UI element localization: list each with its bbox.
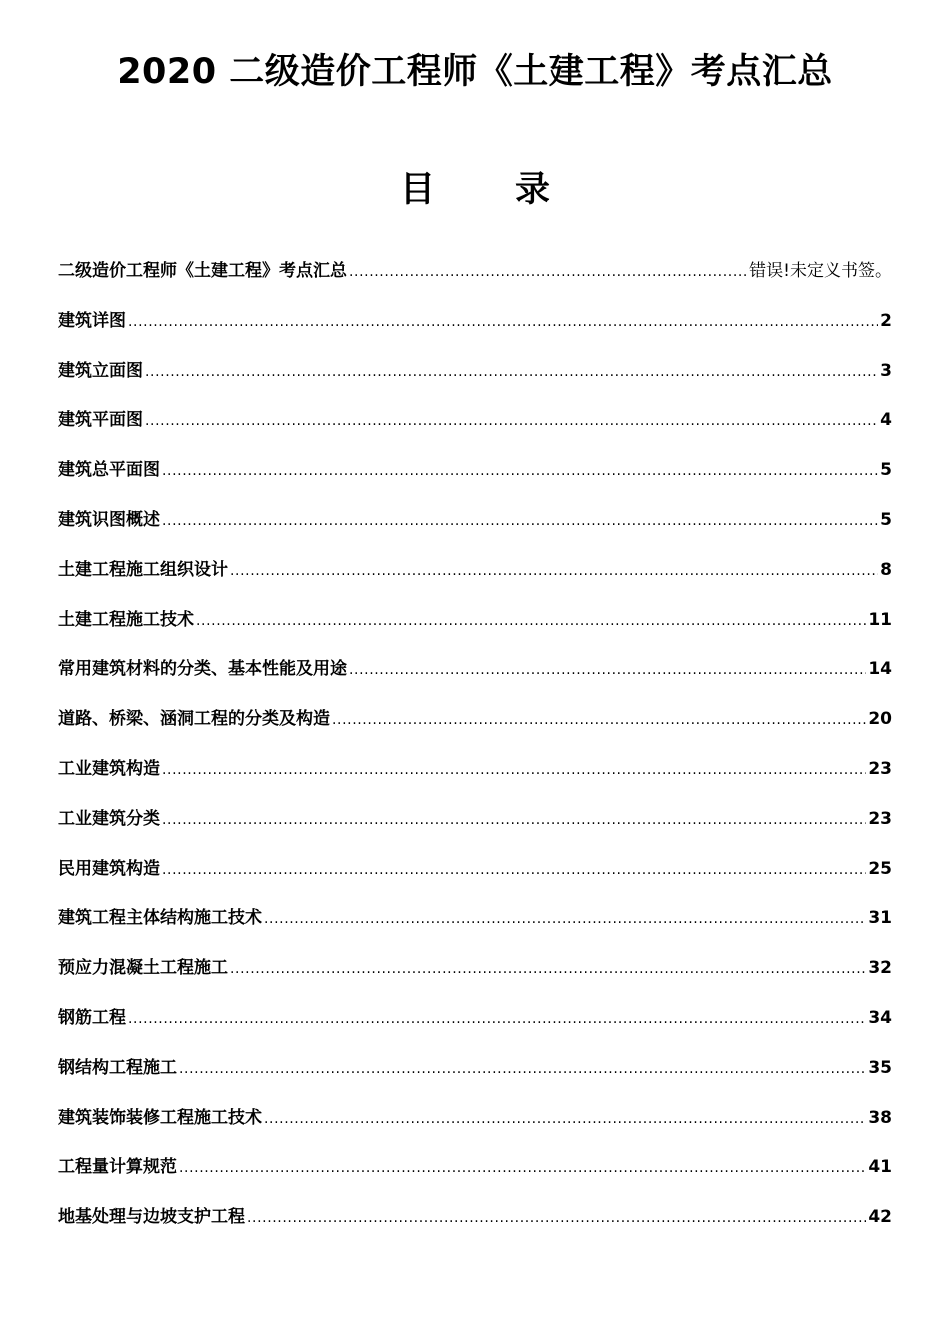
toc-entry-label: 常用建筑材料的分类、基本性能及用途 <box>58 659 347 680</box>
toc-entry[interactable] <box>58 554 892 604</box>
toc-entry[interactable] <box>58 703 892 753</box>
toc-entry-label: 土建工程施工技术 <box>58 609 194 630</box>
toc-leader-dots <box>264 903 866 935</box>
toc-entry-page: 5 <box>880 509 892 530</box>
toc-leader-dots <box>128 306 878 338</box>
toc-entry-label: 建筑装饰装修工程施工技术 <box>58 1107 262 1128</box>
toc-entry-page: 38 <box>868 1107 892 1128</box>
toc-entry[interactable] <box>58 653 892 703</box>
toc-entry-page: 42 <box>868 1207 892 1228</box>
toc-entry[interactable] <box>58 803 892 853</box>
toc-entry[interactable] <box>58 902 892 952</box>
toc-entry[interactable] <box>58 753 892 803</box>
toc-leader-dots <box>264 1103 866 1135</box>
toc-entry-label: 建筑立面图 <box>58 360 143 381</box>
toc-heading <box>0 164 950 216</box>
toc-list <box>58 255 892 1251</box>
toc-leader-dots <box>162 854 866 886</box>
toc-leader-dots <box>349 654 866 686</box>
toc-leader-dots <box>145 356 878 388</box>
toc-leader-dots <box>162 505 878 537</box>
toc-entry-label: 建筑平面图 <box>58 410 143 431</box>
toc-entry[interactable] <box>58 355 892 405</box>
toc-entry-label: 土建工程施工组织设计 <box>58 559 228 580</box>
toc-entry-label: 钢结构工程施工 <box>58 1057 177 1078</box>
toc-leader-dots <box>162 754 866 786</box>
toc-heading-left: 目 <box>399 170 435 210</box>
toc-entry-page: 11 <box>868 609 892 630</box>
toc-entry-page: 23 <box>868 808 892 829</box>
toc-leader-dots <box>230 953 866 985</box>
toc-entry[interactable] <box>58 853 892 903</box>
toc-entry-label: 地基处理与边坡支护工程 <box>58 1207 245 1228</box>
toc-entry-label: 道路、桥梁、涵洞工程的分类及构造 <box>58 709 330 730</box>
toc-heading-right: 录 <box>515 170 551 210</box>
toc-entry-page: 8 <box>880 559 892 580</box>
toc-entry-label: 二级造价工程师《土建工程》考点汇总 <box>58 261 347 281</box>
toc-entry-page: 错误!未定义书签。 <box>749 261 892 281</box>
toc-entry[interactable] <box>58 604 892 654</box>
toc-entry-page: 31 <box>868 908 892 929</box>
toc-entry-label: 民用建筑构造 <box>58 858 160 879</box>
toc-entry[interactable] <box>58 952 892 1002</box>
toc-entry[interactable] <box>58 1151 892 1201</box>
toc-entry[interactable] <box>58 1102 892 1152</box>
toc-entry[interactable] <box>58 1201 892 1251</box>
toc-entry-page: 20 <box>868 709 892 730</box>
toc-entry-page: 14 <box>868 659 892 680</box>
toc-entry-label: 工业建筑分类 <box>58 808 160 829</box>
toc-entry-label: 建筑总平面图 <box>58 460 160 481</box>
toc-entry[interactable] <box>58 255 892 305</box>
toc-leader-dots <box>128 1003 866 1035</box>
toc-leader-dots <box>179 1152 866 1184</box>
toc-entry-page: 23 <box>868 758 892 779</box>
toc-leader-dots <box>179 1053 866 1085</box>
toc-entry-page: 2 <box>880 310 892 331</box>
toc-entry-label: 建筑详图 <box>58 310 126 331</box>
toc-entry[interactable] <box>58 1002 892 1052</box>
document-title: 2020 二级造价工程师《土建工程》考点汇总 <box>117 52 833 92</box>
toc-entry-page: 34 <box>868 1007 892 1028</box>
toc-entry-page: 5 <box>880 460 892 481</box>
toc-entry[interactable] <box>58 1052 892 1102</box>
toc-entry[interactable] <box>58 454 892 504</box>
toc-entry-label: 建筑工程主体结构施工技术 <box>58 908 262 929</box>
toc-entry-page: 25 <box>868 858 892 879</box>
toc-entry[interactable] <box>58 305 892 355</box>
toc-leader-dots <box>196 605 866 637</box>
toc-entry-label: 工程量计算规范 <box>58 1157 177 1178</box>
toc-leader-dots <box>332 704 866 736</box>
toc-leader-dots <box>145 405 878 437</box>
toc-entry-label: 钢筋工程 <box>58 1007 126 1028</box>
toc-leader-dots <box>349 256 747 288</box>
toc-entry-page: 41 <box>868 1157 892 1178</box>
toc-entry-label: 建筑识图概述 <box>58 509 160 530</box>
toc-leader-dots <box>230 555 878 587</box>
toc-entry-label: 工业建筑构造 <box>58 758 160 779</box>
toc-entry-page: 32 <box>868 958 892 979</box>
toc-entry-page: 35 <box>868 1057 892 1078</box>
toc-leader-dots <box>162 804 866 836</box>
toc-leader-dots <box>247 1202 866 1234</box>
toc-leader-dots <box>162 455 878 487</box>
toc-entry-page: 3 <box>880 360 892 381</box>
toc-entry-label: 预应力混凝土工程施工 <box>58 958 228 979</box>
toc-entry-page: 4 <box>880 410 892 431</box>
toc-entry[interactable] <box>58 504 892 554</box>
toc-entry[interactable] <box>58 404 892 454</box>
